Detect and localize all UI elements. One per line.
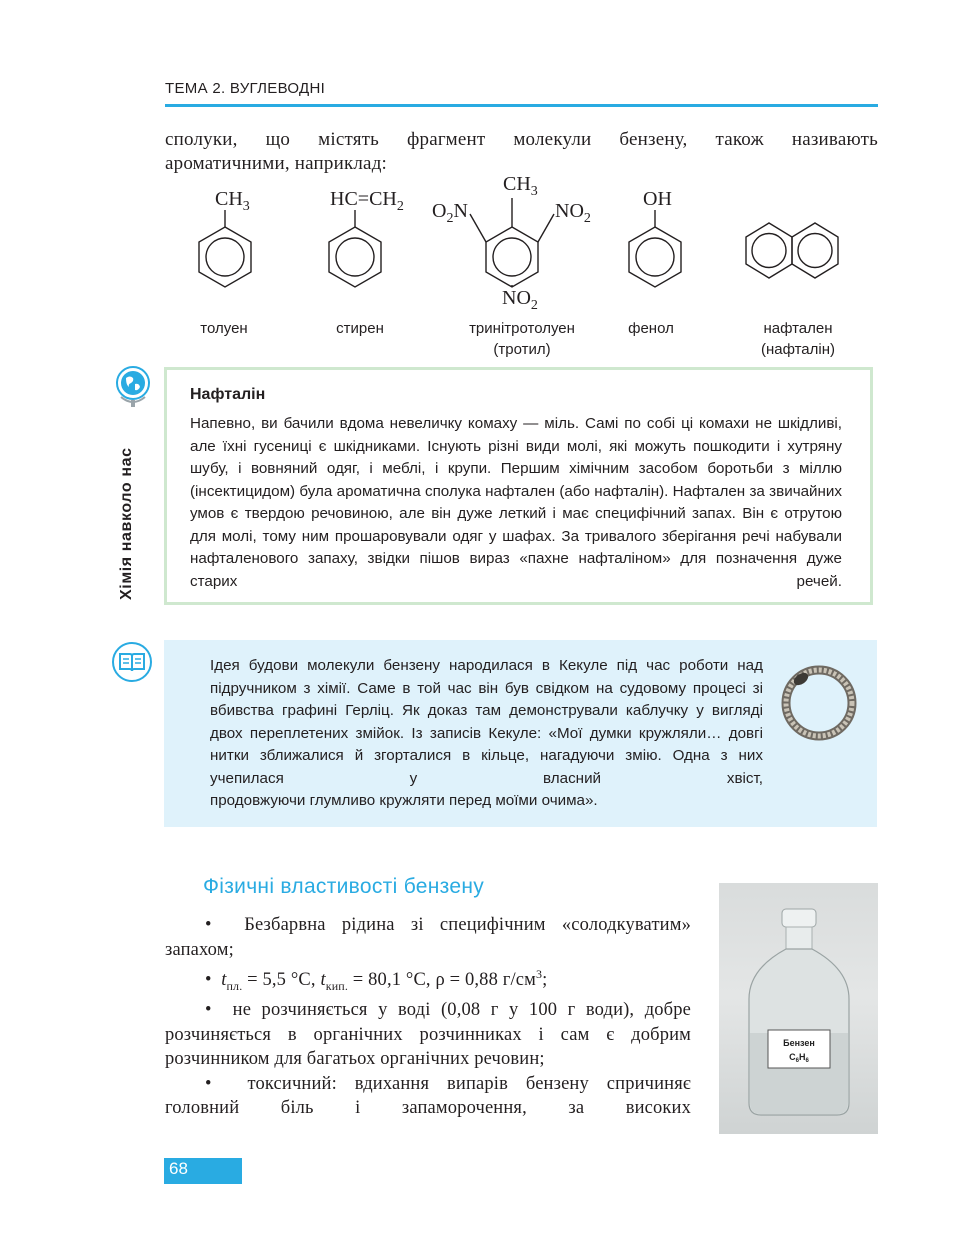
book-icon	[111, 641, 153, 683]
bottle-label-formula: $C_6H_6$	[789, 1052, 809, 1064]
mp-subscript: пл.	[226, 978, 243, 993]
property-bullet-1-text: Безбарвна рідина зі специфічним «солодкуватим» запахом;	[165, 915, 691, 960]
tnt-right-label: $NO_2$	[555, 200, 591, 226]
page-number: 68	[169, 1159, 188, 1178]
styrene-structure	[329, 210, 381, 287]
bp-value: = 80,1 °C, ρ = 0,88 г/см	[348, 970, 536, 991]
caption-tnt-line1: тринітротолуен	[469, 320, 575, 337]
mp-value: = 5,5 °C,	[242, 970, 321, 991]
benzene-bottle-photo	[719, 883, 878, 1134]
property-bullet-1: • Безбарвна рідина зі специфічним «солодкуватим» запахом;	[165, 915, 691, 960]
property-bullet-4: • токсичний: вдихання випарів бензену спричиняє головний біль і запаморочення, за високих	[165, 1073, 691, 1119]
properties-list	[165, 913, 691, 1121]
intro-line-2: ароматичними, наприклад:	[165, 153, 388, 174]
naphthalene-structure	[746, 223, 838, 278]
tnt-bottom-label: $NO_2$	[502, 287, 538, 313]
naphthalene-box-title: Нафталін	[190, 386, 266, 403]
kekule-box-last-line: продовжуючи глумливо кружляти перед моїми очима».	[210, 792, 598, 809]
styrene-group-label: $HC=CH_2$	[330, 188, 404, 214]
kekule-box-text	[210, 655, 763, 813]
caption-naphthalene	[750, 318, 846, 360]
toluene-group-label: $CH_3$	[215, 188, 250, 214]
structural-formulas	[165, 172, 878, 317]
caption-naphthalene-line1: нафтален	[763, 320, 833, 337]
caption-naphthalene-line2: (нафталін)	[760, 341, 836, 358]
caption-tnt-line2: (тротил)	[493, 341, 551, 358]
intro-paragraph	[165, 128, 878, 176]
bottle-label-name: Бензен	[783, 1038, 815, 1048]
benzene-bottle-illustration	[719, 883, 878, 1134]
property-bullet-3-text: не розчиняється у воді (0,08 г у 100 г води), добре розчиняється в органічних розчинниках і сам є добрим розчинником для багатьох органічних речовин;	[165, 1000, 691, 1070]
naphthalene-box-text: Напевно, ви бачили вдома невеличку комаху — міль. Самі по собі ці комахи не шкідливі, але їхні гусениці є шкідниками. Існують різні види молі, які можуть пошкодити і хутряну шубу, і вовняний одяг, і меблі, і крупи. Першим хімічним засобом боротьби з міллю (інсектицидом) була ароматична сполука нафтален (або нафталін). Нафтален за звичайних умов є твердою речовиною, але він дуже леткий і має специфічний запах. Він є отрутою для молі, тому ним прошаровували одяг у шафах. За тривалого зберігання речі набували нафталенового запаху, звідки пішов вираз «пахне нафталіном» для позначення дуже старих речей.	[190, 415, 842, 590]
tnt-left-label: $O_2N$	[432, 200, 468, 226]
property-bullet-2: • $t_{пл.} = 5,5$ °C, $t_{кип.} = 80,1$ °C, ρ = 0,88 $г/см^3$;	[205, 967, 548, 993]
toluene-structure	[199, 210, 251, 287]
globe-icon	[113, 364, 153, 410]
t-symbol-2: t	[320, 970, 326, 991]
tnt-top-label: $CH_3$	[503, 173, 538, 199]
section-title: Фізичні властивості бензену	[203, 875, 485, 898]
snake-ring-image	[777, 660, 862, 745]
t-symbol: t	[221, 970, 227, 991]
header-rule	[165, 104, 878, 107]
property-bullet-3: • не розчиняється у воді (0,08 г у 100 г води), добре розчиняється в органічних розчинниках і сам є добрим розчинником для багатьох органічних речовин;	[165, 1000, 691, 1070]
caption-phenol: фенол	[628, 320, 674, 337]
intro-line-1: сполуки, що містять фрагмент молекули бензену, також називають	[165, 129, 878, 150]
caption-styrene: стирен	[336, 320, 384, 337]
phenol-structure	[629, 210, 681, 287]
sidebar-label: Хімія навколо нас	[118, 447, 135, 600]
running-header: ТЕМА 2. ВУГЛЕВОДНІ	[165, 80, 326, 97]
trinitrotoluene-structure	[470, 198, 554, 287]
bp-subscript: кип.	[325, 978, 349, 993]
kekule-box-paragraph: Ідея будови молекули бензену народилася в Кекуле під час роботи над підручником з хімії. Саме в той час він був свідком на судовому процесі зі вбивства графині Герліц. Як доказ там демонстрували каблучку у вигляді двох переплетених змійок. Із записів Кекуле: «Мої думки кружляли… довгі нитки зближалися й згорталися в кільце, нагадуючи змію. Одна з них учепилася у власний хвіст,	[210, 657, 763, 787]
caption-toluene: толуен	[200, 320, 248, 337]
property-bullet-4-text: токсичний: вдихання випарів бензену спричиняє головний біль і запаморочення, за високих	[165, 1073, 691, 1119]
phenol-group-label: OH	[643, 188, 672, 210]
caption-tnt	[452, 318, 592, 360]
bullet-2-end: ;	[542, 970, 548, 991]
cube-exponent: 3	[536, 967, 543, 981]
